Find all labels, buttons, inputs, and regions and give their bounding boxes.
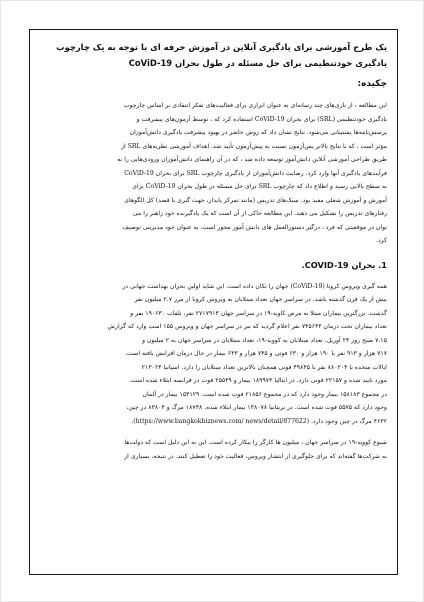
section-heading: 1. بحران COVID-19. bbox=[301, 259, 387, 270]
text-line: ۷۱۷ هزار و ۹۱۳ نفر با ۱۹۰ هزار و ۶۳۰ فوتی و ۷۴۵ هزار و ۶۴۳ بیمار در حال درمان افزایش یافته است. bbox=[125, 350, 387, 357]
text-line: ۷.۱۵ صبح روز ۲۴ آوریل، تعداد مبتلایان به کووید-۱۹، تعداد مبتلایان در سراسر جهان به ۲ میلیون و bbox=[142, 336, 387, 344]
page-border-frame bbox=[29, 29, 398, 575]
text-line: به سطح بالایی رسید و اطلاع داد که چارچوب SRL برای حل مسئله در طول بحران CoViD-19 برای bbox=[132, 183, 387, 190]
text-line: ۴۶۳۲ مرگ در چین وجود دارد. (https://www.bangkokbiznews.com/ news/detail/877622). bbox=[131, 417, 387, 425]
text-line: مورد تایید شده و ۲۲۱۵۷ فوتی دارد. در ایتالیا ۱۸۹۹۷۳ بیمار و ۲۵۵۴۹ فوت در فرانسه ابتلاء شده است. bbox=[129, 377, 387, 384]
text-line: یادگیری خودتنظیمی (SRL) برای بحران CoViD-19 استفاده کرد که ، توسط آزمون‌های پیشرفت و bbox=[136, 115, 387, 123]
title-line: یادگیری خودتنظیمی برای حل مسئله در طول بحران CoViD-19 bbox=[128, 58, 387, 68]
title-line: یک طرح آموزشی برای یادگیری آنلاین در آموزش حرفه ای با توجه به یک چارچوب bbox=[56, 42, 387, 52]
abstract-paragraph bbox=[40, 99, 387, 248]
text-line: این مطالعه ، از بازی‌های چند رسانه‌ای به عنوان ابزاری برای فعالیت‌های تفکر انتقادی بر اساس چارچوب bbox=[123, 102, 387, 109]
text-line: در مجموع ۱۵۸۱۸۳ بیمار وجود دارد که در مجموع ۲۱۸۵۶ فوت شده است. ۱۵۳۱۲۹ بیمار در آلمان bbox=[142, 390, 387, 398]
text-line: طریق طراحی آموزشی آنلاین دانش‌آموز توسعه داده شد ، که در آن راهنمای دانش‌آموزان ورودی‌هایی را به bbox=[117, 156, 387, 163]
text-line: آموزش و آموزش شغلی مفید بود. سبک‌های تدریس (مانند تمرکز پایدار، جهت گیری یا قصد) کل الگوهای bbox=[124, 196, 387, 204]
text-line: به شرکت‌ها گفته‌اند که برای جلوگیری از انتشار ویروس، فعالیت خود را تعطیل کنند. در نتیجه، بسیاری از bbox=[124, 452, 387, 460]
paragraph-gap bbox=[40, 428, 387, 436]
text-line: مؤثر است ، که با نتایج بالاتر پس‌آزمون نسبت به پیش‌آزمون تأیید شد. اهداف آموزشی نظریه‌های SRL از bbox=[121, 142, 387, 150]
text-line: ایالات متحده با ۸۸۰۲۰۴ نفر با ۴۹۸۴۵ فوتی همچنان بالاترین تعداد مبتلایان را دارد. اسپانیا ۲۱۳۰۲۴ bbox=[141, 363, 387, 371]
text-line: کرد. bbox=[376, 237, 387, 244]
text-line: بیش از یک قرن گذشته باشد. در سراسر جهان تعداد مبتلایان به ویروس کرونا از مرز ۲.۷ میلیون نفر bbox=[134, 296, 387, 303]
text-line: رفتارهای تدریس را تشکیل می دهند. این مطالعه حاکی از آن است که یک یادگیرنده خود راهبر را می bbox=[132, 210, 387, 217]
abstract-heading: چکیده: bbox=[357, 79, 387, 89]
section-paragraph bbox=[40, 280, 387, 429]
text-line: تعداد بیماران تحت درمان ۷۴۵۶۴۳ نفر اعلام گردید که نیز در سراسر جهان و ویروس ۱۵۵ است وارد که گزارش bbox=[107, 323, 387, 330]
section-paragraph bbox=[40, 436, 387, 463]
text-line: توان در موقعیتی که فرد ، درگیر دستورالعمل های دانش آموز محور است، به عنوان خود مدیریتی توصیف bbox=[122, 223, 387, 231]
text-line: پرسش‌نامه‌ها پشتیبانی می‌شود. نتایج نشان داد که روش حاضر در بهبود پیشرفت یادگیری دانش‌آموزان bbox=[129, 129, 387, 136]
text-line: همه گیری ویروس کرونا (CoViD-19) جهان را تکان داده است. این شاید اولین بحران بهداشت جهانی در bbox=[122, 282, 387, 290]
text-line: گذشت. بزرگترین بیماران مبتلا به مرض کاوید-۱۹ در سراسر جهان ۲۷۱۷۹۱۳ نفر، تلفات ۱۹۰۶۳۰ نفر و bbox=[130, 309, 387, 317]
text-line: فرآیندهای یادگیری آنها وارد کرد. رضایت دانش‌آموزان از یادگیری چارچوب SRL برای بحران CoViD-19 bbox=[124, 169, 387, 177]
text-line: وجود دارد که ۵۵۷۵ فوت شده است. در بریتانیا ۱۳۸۰۷۸ بیمار ابتلاء شده. ۱۸۷۳۸ مرگ و ۸۳۸۰۴ در چین، bbox=[126, 404, 387, 411]
text-line: شیوع کووید-۱۹ در سراسر جهان ، میلیون ها کارگر را بیکار کرده است. این به این دلیل است که دولت‌ها bbox=[124, 439, 387, 446]
paper-title bbox=[40, 39, 387, 71]
